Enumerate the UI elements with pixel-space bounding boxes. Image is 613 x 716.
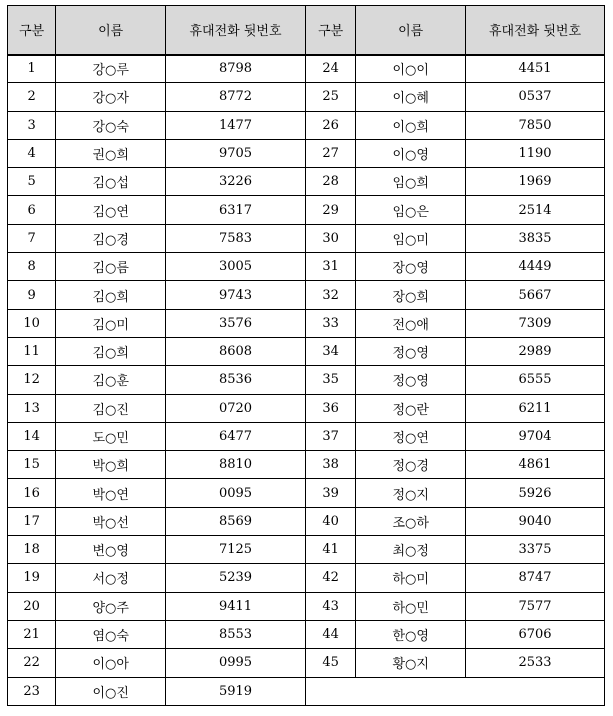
row-name-cell: 전○애	[356, 309, 466, 337]
row-name-cell: 박○희	[56, 451, 166, 479]
row-number-cell: 24	[305, 55, 355, 83]
row-phone-cell: 8810	[166, 451, 306, 479]
row-phone-cell: 7850	[466, 111, 605, 139]
row-number-cell: 1	[8, 55, 56, 83]
row-number-cell: 15	[8, 451, 56, 479]
table-row	[8, 309, 605, 337]
table-row	[8, 677, 605, 705]
row-phone-cell: 3835	[466, 224, 605, 252]
row-phone-cell: 9743	[166, 281, 306, 309]
row-name-cell: 김○연	[56, 196, 166, 224]
row-name-cell: 조○하	[356, 507, 466, 535]
header-name-right: 이름	[356, 6, 466, 55]
row-number-cell: 35	[305, 366, 355, 394]
row-name-cell: 강○숙	[56, 111, 166, 139]
row-name-cell: 이○희	[356, 111, 466, 139]
row-name-cell: 김○진	[56, 394, 166, 422]
row-name-cell: 양○주	[56, 592, 166, 620]
row-phone-cell: 8536	[166, 366, 306, 394]
row-number-cell: 9	[8, 281, 56, 309]
row-number-cell: 31	[305, 253, 355, 281]
row-number-cell: 43	[305, 592, 355, 620]
row-phone-cell: 5926	[466, 479, 605, 507]
row-phone-cell: 8747	[466, 564, 605, 592]
row-phone-cell: 9704	[466, 422, 605, 450]
row-name-cell: 황○지	[356, 649, 466, 677]
row-phone-cell: 8798	[166, 55, 306, 83]
row-name-cell: 최○정	[356, 536, 466, 564]
table-row	[8, 168, 605, 196]
row-name-cell: 도○민	[56, 422, 166, 450]
row-number-cell: 19	[8, 564, 56, 592]
row-name-cell: 강○자	[56, 83, 166, 111]
row-phone-cell: 9040	[466, 507, 605, 535]
row-number-cell: 17	[8, 507, 56, 535]
row-number-cell: 26	[305, 111, 355, 139]
row-number-cell: 6	[8, 196, 56, 224]
row-phone-cell: 3375	[466, 536, 605, 564]
row-name-cell: 임○미	[356, 224, 466, 252]
table-row	[8, 620, 605, 648]
header-number-right: 구분	[305, 6, 355, 55]
row-phone-cell: 5919	[166, 677, 306, 705]
roster-table	[7, 5, 605, 706]
row-name-cell: 김○경	[56, 224, 166, 252]
row-number-cell: 10	[8, 309, 56, 337]
row-phone-cell: 7125	[166, 536, 306, 564]
row-phone-cell: 3576	[166, 309, 306, 337]
table-row	[8, 422, 605, 450]
row-phone-cell: 5667	[466, 281, 605, 309]
table-row	[8, 394, 605, 422]
table-row	[8, 253, 605, 281]
row-phone-cell: 7577	[466, 592, 605, 620]
row-name-cell: 정○경	[356, 451, 466, 479]
row-number-cell: 11	[8, 337, 56, 365]
row-name-cell: 이○아	[56, 649, 166, 677]
row-number-cell: 39	[305, 479, 355, 507]
table-row	[8, 479, 605, 507]
row-phone-cell: 6211	[466, 394, 605, 422]
row-number-cell: 37	[305, 422, 355, 450]
row-phone-cell: 0720	[166, 394, 306, 422]
row-phone-cell: 6317	[166, 196, 306, 224]
row-number-cell: 18	[8, 536, 56, 564]
row-number-cell: 42	[305, 564, 355, 592]
row-name-cell: 이○진	[56, 677, 166, 705]
row-phone-cell: 3005	[166, 253, 306, 281]
table-row	[8, 55, 605, 83]
table-row	[8, 507, 605, 535]
row-phone-cell: 0995	[166, 649, 306, 677]
row-name-cell: 정○영	[356, 337, 466, 365]
row-phone-cell: 8569	[166, 507, 306, 535]
row-number-cell: 12	[8, 366, 56, 394]
row-phone-cell: 8608	[166, 337, 306, 365]
row-phone-cell: 6706	[466, 620, 605, 648]
row-phone-cell: 4451	[466, 55, 605, 83]
row-number-cell: 22	[8, 649, 56, 677]
row-phone-cell: 8772	[166, 83, 306, 111]
table-row	[8, 337, 605, 365]
row-number-cell: 4	[8, 139, 56, 167]
row-number-cell: 5	[8, 168, 56, 196]
row-name-cell: 정○란	[356, 394, 466, 422]
row-number-cell: 25	[305, 83, 355, 111]
row-phone-cell: 4861	[466, 451, 605, 479]
row-number-cell: 45	[305, 649, 355, 677]
row-number-cell: 38	[305, 451, 355, 479]
row-name-cell: 김○미	[56, 309, 166, 337]
row-name-cell: 김○름	[56, 253, 166, 281]
row-phone-cell: 1190	[466, 139, 605, 167]
table-row	[8, 564, 605, 592]
table-row	[8, 592, 605, 620]
row-phone-cell: 0537	[466, 83, 605, 111]
row-name-cell: 박○선	[56, 507, 166, 535]
row-name-cell: 하○민	[356, 592, 466, 620]
row-number-cell: 34	[305, 337, 355, 365]
row-number-cell: 8	[8, 253, 56, 281]
header-phone-left: 휴대전화 뒷번호	[166, 6, 306, 55]
row-name-cell: 김○희	[56, 337, 166, 365]
row-name-cell: 강○루	[56, 55, 166, 83]
row-number-cell: 13	[8, 394, 56, 422]
row-number-cell: 14	[8, 422, 56, 450]
row-name-cell: 장○희	[356, 281, 466, 309]
header-row	[8, 6, 605, 55]
table-row	[8, 451, 605, 479]
row-phone-cell: 8553	[166, 620, 306, 648]
row-number-cell: 23	[8, 677, 56, 705]
row-name-cell: 임○은	[356, 196, 466, 224]
row-number-cell: 40	[305, 507, 355, 535]
row-name-cell: 김○희	[56, 281, 166, 309]
row-name-cell: 이○혜	[356, 83, 466, 111]
row-name-cell: 정○연	[356, 422, 466, 450]
table-row	[8, 224, 605, 252]
row-name-cell: 정○영	[356, 366, 466, 394]
row-phone-cell: 2514	[466, 196, 605, 224]
row-number-cell: 32	[305, 281, 355, 309]
row-phone-cell: 7583	[166, 224, 306, 252]
row-name-cell: 이○이	[356, 55, 466, 83]
row-number-cell: 28	[305, 168, 355, 196]
row-phone-cell: 0095	[166, 479, 306, 507]
row-number-cell: 21	[8, 620, 56, 648]
row-number-cell: 44	[305, 620, 355, 648]
table-row	[8, 111, 605, 139]
row-phone-cell: 5239	[166, 564, 306, 592]
row-phone-cell: 2989	[466, 337, 605, 365]
row-name-cell: 하○미	[356, 564, 466, 592]
empty-cell	[305, 677, 604, 705]
table-row	[8, 649, 605, 677]
row-name-cell: 서○정	[56, 564, 166, 592]
row-phone-cell: 9411	[166, 592, 306, 620]
table-row	[8, 366, 605, 394]
row-phone-cell: 9705	[166, 139, 306, 167]
row-name-cell: 김○훈	[56, 366, 166, 394]
row-name-cell: 이○영	[356, 139, 466, 167]
table-row	[8, 196, 605, 224]
table-row	[8, 281, 605, 309]
row-number-cell: 20	[8, 592, 56, 620]
header-phone-right: 휴대전화 뒷번호	[466, 6, 605, 55]
table-row	[8, 536, 605, 564]
row-number-cell: 29	[305, 196, 355, 224]
header-number-left: 구분	[8, 6, 56, 55]
row-phone-cell: 2533	[466, 649, 605, 677]
row-name-cell: 한○영	[356, 620, 466, 648]
row-name-cell: 임○희	[356, 168, 466, 196]
row-phone-cell: 4449	[466, 253, 605, 281]
table-row	[8, 139, 605, 167]
header-name-left: 이름	[56, 6, 166, 55]
row-number-cell: 7	[8, 224, 56, 252]
row-number-cell: 2	[8, 83, 56, 111]
table-body	[8, 55, 605, 706]
row-name-cell: 권○희	[56, 139, 166, 167]
row-name-cell: 김○섭	[56, 168, 166, 196]
row-number-cell: 27	[305, 139, 355, 167]
row-number-cell: 36	[305, 394, 355, 422]
row-phone-cell: 1477	[166, 111, 306, 139]
row-name-cell: 장○영	[356, 253, 466, 281]
row-phone-cell: 1969	[466, 168, 605, 196]
row-name-cell: 변○영	[56, 536, 166, 564]
row-phone-cell: 6477	[166, 422, 306, 450]
row-number-cell: 30	[305, 224, 355, 252]
row-phone-cell: 3226	[166, 168, 306, 196]
row-name-cell: 박○연	[56, 479, 166, 507]
row-name-cell: 정○지	[356, 479, 466, 507]
row-number-cell: 41	[305, 536, 355, 564]
row-phone-cell: 6555	[466, 366, 605, 394]
row-number-cell: 33	[305, 309, 355, 337]
table-row	[8, 83, 605, 111]
row-name-cell: 염○숙	[56, 620, 166, 648]
row-number-cell: 16	[8, 479, 56, 507]
row-number-cell: 3	[8, 111, 56, 139]
row-phone-cell: 7309	[466, 309, 605, 337]
